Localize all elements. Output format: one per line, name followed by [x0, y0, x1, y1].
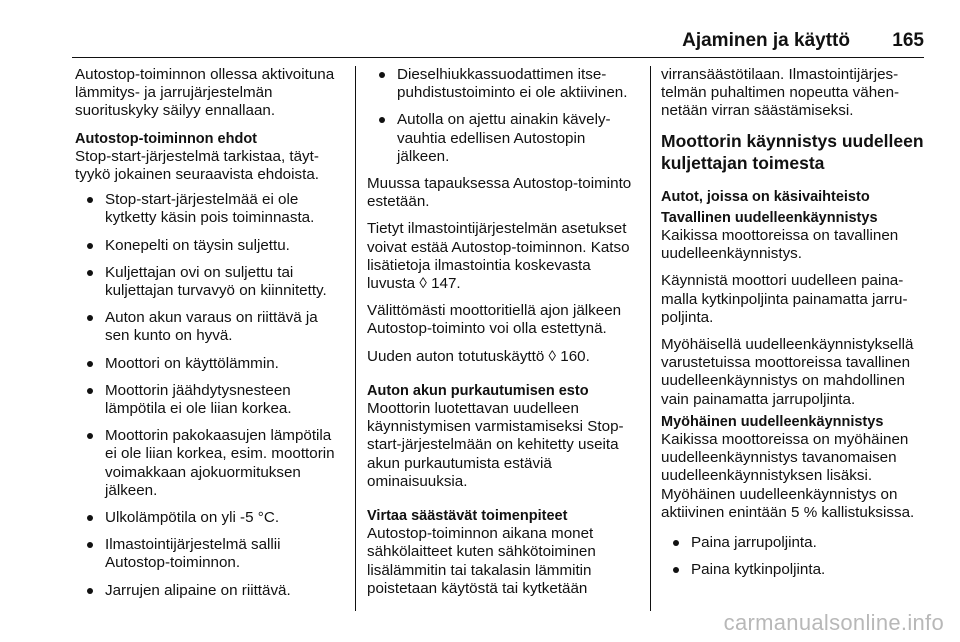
paragraph: Käynnistä moottori uudelleen painamalla kytkinpoljinta painamatta jarrupoljinta. — [661, 272, 908, 326]
list-item: Ulkolämpötila on yli -5 °C. — [75, 509, 345, 527]
restart-heading: Moottorin käynnistys uudelleen kuljettajan toimesta — [661, 130, 924, 173]
list-item: Paina kytkinpoljinta. — [661, 561, 931, 579]
column-divider-2 — [650, 66, 651, 611]
intro-paragraph: Autostop-toiminnon ollessa aktivoituna lämmitys- ja jarrujärjestelmän suorituskyky säilyy ennallaan. — [75, 66, 335, 120]
list-item: Ilmastointijärjestelmä sallii Autostop-toiminnon. — [75, 536, 345, 572]
column-2 — [367, 66, 640, 598]
energy-heading: Virtaa säästävät toimenpiteet — [367, 508, 568, 525]
paragraph: Uuden auton totutuskäyttö ◊ 160. — [367, 347, 590, 365]
page-number: 165 — [892, 30, 924, 51]
battery-heading: Auton akun purkautumisen esto — [367, 382, 589, 399]
list-item: Autolla on ajettu ainakin kävelyvauhtia edellisen Autostopin jälkeen. — [367, 111, 640, 166]
list-item: Jarrujen alipaine on riittävä. — [75, 582, 345, 600]
paragraph: Muussa tapauksessa Autostop-toiminto estetään. — [367, 175, 632, 211]
conditions-heading: Autostop-toiminnon ehdot — [75, 130, 258, 147]
column-divider-1 — [355, 66, 356, 611]
delayed-restart-list — [661, 534, 931, 579]
list-item: Konepelti on täysin suljettu. — [75, 237, 345, 255]
header-rule — [72, 57, 924, 58]
delayed-restart-heading: Myöhäinen uudelleenkäynnistys — [661, 413, 884, 430]
normal-restart-heading: Tavallinen uudelleenkäynnistys — [661, 209, 878, 226]
section-title: Ajaminen ja käyttö — [682, 30, 850, 51]
manual-transmission-heading: Autot, joissa on käsivaihteisto — [661, 188, 870, 205]
list-item: Paina jarrupoljinta. — [661, 534, 931, 552]
list-item: Moottori on käyttölämmin. — [75, 355, 345, 373]
page-header — [72, 30, 924, 60]
list-item: Dieselhiukkassuodattimen itsepuhdistustoiminto ei ole aktiivinen. — [367, 66, 640, 102]
conditions-list-continued — [367, 66, 640, 166]
column-1 — [75, 66, 345, 609]
battery-paragraph: Moottorin luotettavan uudelleen käynnistymisen varmistamiseksi Stop-start-järjestelmään on kehitetty useita akun purkautumista estäviä ominaisuuksia. — [367, 400, 624, 490]
paragraph: virransäästötilaan. Ilmastointijärjestelmän puhaltimen nopeutta vähennetään virran säästämiseksi. — [661, 66, 900, 120]
conditions-list — [75, 191, 345, 600]
list-item: Auton akun varaus on riittävä ja sen kunto on hyvä. — [75, 309, 345, 345]
column-3 — [661, 66, 931, 588]
paragraph: Kaikissa moottoreissa on tavallinen uudelleenkäynnistys. — [661, 227, 899, 263]
list-item: Moottorin pakokaasujen lämpötila ei ole liian korkea, esim. moottorin voimakkaan ajokuormituksen jälkeen. — [75, 427, 345, 500]
energy-paragraph: Autostop-toiminnon aikana monet sähkölaitteet kuten sähkötoiminen lisälämmitin tai takalasin lämmitin poistetaan käytöstä tai kytketään — [367, 525, 596, 597]
paragraph: Kaikissa moottoreissa on myöhäinen uudelleenkäynnistys tavanomaisen uudelleenkäynnistyksen lisäksi. Myöhäinen uudelleenkäynnistys on aktiivinen enintään 5 % kallistuksissa. — [661, 431, 915, 521]
paragraph: Myöhäisellä uudelleenkäynnistyksellä varustetuissa moottoreissa tavallinen uudelleenkäynnistys on mahdollinen vain painamatta jarrupoljinta. — [661, 336, 914, 408]
list-item: Moottorin jäähdytysnesteen lämpötila ei ole liian korkea. — [75, 382, 345, 418]
list-item: Stop-start-järjestelmää ei ole kytketty käsin pois toiminnasta. — [75, 191, 345, 227]
list-item: Kuljettajan ovi on suljettu tai kuljettajan turvavyö on kiinnitetty. — [75, 264, 345, 300]
conditions-intro: Stop-start-järjestelmä tarkistaa, täyttyykö jokainen seuraavista ehdoista. — [75, 147, 319, 184]
paragraph: Välittömästi moottoritiellä ajon jälkeen Autostop-toiminto voi olla estettynä. — [367, 302, 622, 338]
watermark: carmanualsonline.info — [723, 610, 944, 635]
paragraph: Tietyt ilmastointijärjestelmän asetukset voivat estää Autostop-toiminnon. Katso lisätietoja ilmastointia koskevasta luvusta ◊ 147. — [367, 220, 630, 293]
